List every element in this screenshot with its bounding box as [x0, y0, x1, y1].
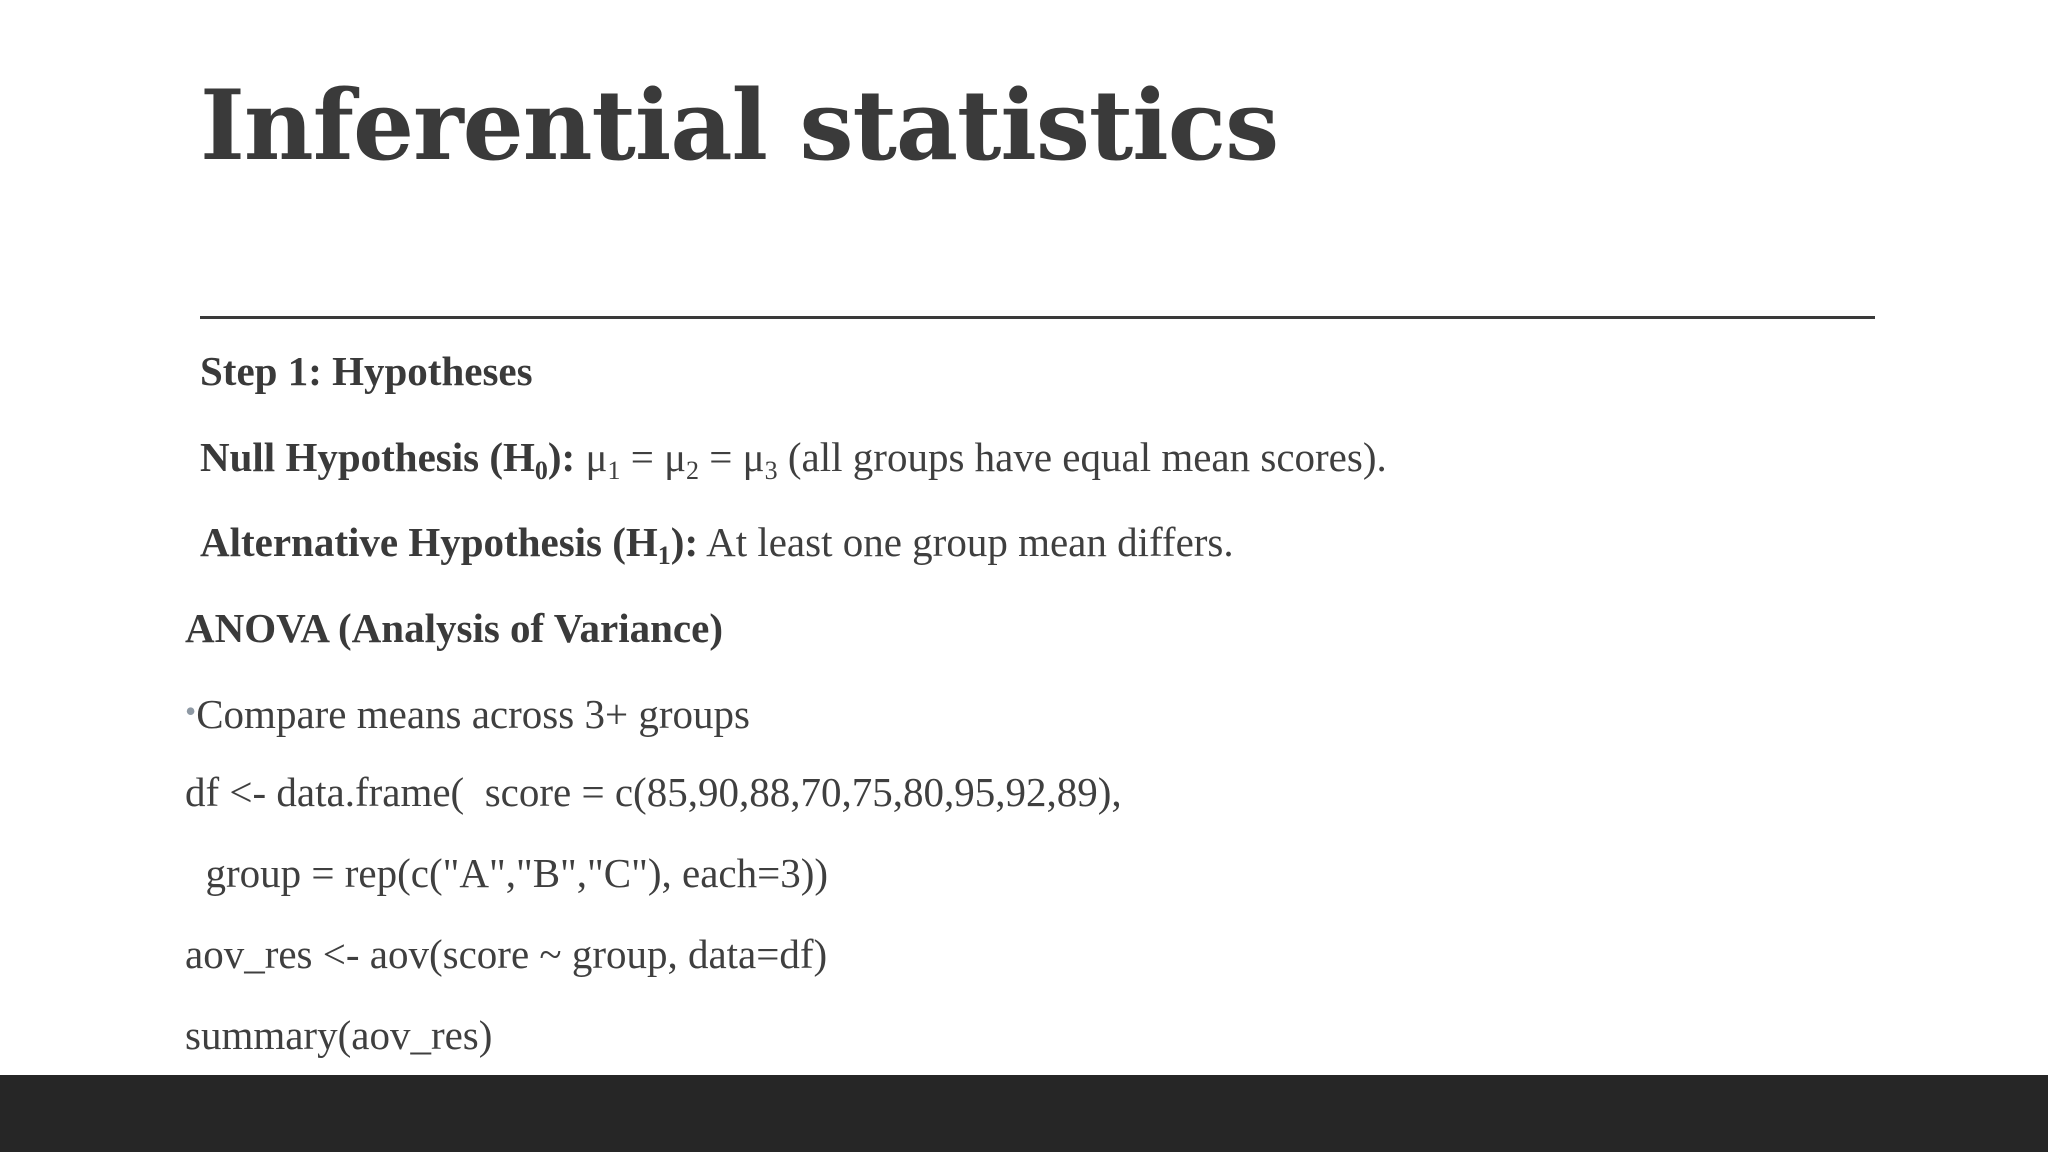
mu-sub-1: 1 [607, 456, 621, 485]
alt-label-prefix: Alternative Hypothesis (H [200, 519, 658, 565]
null-label-sub: 0 [534, 456, 548, 485]
alt-label-suffix: ): [670, 519, 699, 565]
code-line-4: summary(aov_res) [185, 1012, 493, 1058]
mu-sub-3: 3 [764, 456, 778, 485]
mu-sub-2: 2 [686, 456, 700, 485]
footer-bar [0, 1075, 2048, 1152]
null-hypothesis [200, 432, 1387, 485]
code-line-3: aov_res <- aov(score ~ group, data=df) [185, 931, 828, 977]
mu-3: μ [742, 434, 765, 480]
alt-label-sub: 1 [657, 541, 671, 570]
null-label-suffix: ): [547, 434, 576, 480]
null-description: (all groups have equal mean scores). [777, 434, 1387, 480]
slide-title: Inferential statistics [200, 69, 1279, 182]
anova-bullet-text: Compare means across 3+ groups [196, 691, 750, 737]
mu-2: μ [664, 434, 687, 480]
anova-heading: ANOVA (Analysis of Variance) [185, 605, 723, 651]
alternative-hypothesis [200, 517, 1234, 570]
code-line-1: df <- data.frame( score = c(85,90,88,70,75,80,95,92,89), [185, 769, 1122, 815]
equals-1: = [620, 434, 665, 480]
title-divider [200, 316, 1875, 319]
equals-2: = [699, 434, 743, 480]
alternative-hypothesis-label [200, 519, 699, 570]
bullet-icon: • [185, 693, 197, 729]
null-label-prefix: Null Hypothesis (H [200, 434, 535, 480]
mu-1: μ [585, 434, 608, 480]
anova-bullet-item [185, 686, 750, 739]
alternative-description: At least one group mean differs. [698, 519, 1234, 565]
null-hypothesis-label [200, 434, 576, 485]
code-line-2: group = rep(c("A","B","C"), each=3)) [185, 850, 829, 896]
step-label: Step 1: Hypotheses [200, 348, 533, 394]
